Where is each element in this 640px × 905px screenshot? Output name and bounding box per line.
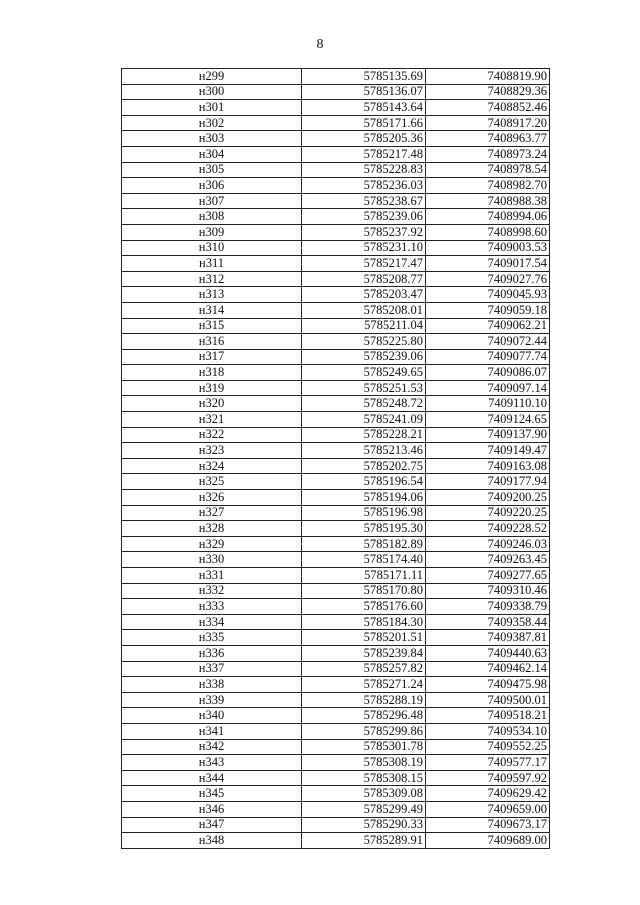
point-name-cell: н326 [122, 490, 302, 506]
point-name-cell: н307 [122, 193, 302, 209]
x-coordinate-cell: 5785308.15 [302, 770, 426, 786]
point-name-cell: н339 [122, 692, 302, 708]
y-coordinate-cell: 7408994.06 [426, 209, 550, 225]
x-coordinate-cell: 5785182.89 [302, 536, 426, 552]
table-row [122, 178, 550, 194]
point-name-cell: н343 [122, 755, 302, 771]
point-name-cell: н347 [122, 817, 302, 833]
y-coordinate-cell: 7409552.25 [426, 739, 550, 755]
point-name-cell: н313 [122, 287, 302, 303]
point-name-cell: н308 [122, 209, 302, 225]
point-name-cell: н333 [122, 599, 302, 615]
x-coordinate-cell: 5785184.30 [302, 614, 426, 630]
point-name-cell: н304 [122, 146, 302, 162]
x-coordinate-cell: 5785271.24 [302, 677, 426, 693]
point-name-cell: н331 [122, 568, 302, 584]
y-coordinate-cell: 7409200.25 [426, 490, 550, 506]
x-coordinate-cell: 5785301.78 [302, 739, 426, 755]
point-name-cell: н306 [122, 178, 302, 194]
table-row [122, 474, 550, 490]
y-coordinate-cell: 7409017.54 [426, 256, 550, 272]
point-name-cell: н303 [122, 131, 302, 147]
x-coordinate-cell: 5785171.11 [302, 568, 426, 584]
x-coordinate-cell: 5785308.19 [302, 755, 426, 771]
x-coordinate-cell: 5785249.65 [302, 365, 426, 381]
y-coordinate-cell: 7408829.36 [426, 84, 550, 100]
table-row [122, 614, 550, 630]
table-row [122, 396, 550, 412]
x-coordinate-cell: 5785288.19 [302, 692, 426, 708]
x-coordinate-cell: 5785225.80 [302, 334, 426, 350]
point-name-cell: н316 [122, 334, 302, 350]
x-coordinate-cell: 5785241.09 [302, 412, 426, 428]
table-row [122, 770, 550, 786]
table-row [122, 287, 550, 303]
table-row [122, 458, 550, 474]
x-coordinate-cell: 5785289.91 [302, 833, 426, 849]
table-row [122, 552, 550, 568]
table-row [122, 645, 550, 661]
table-row [122, 162, 550, 178]
y-coordinate-cell: 7409358.44 [426, 614, 550, 630]
table-row [122, 380, 550, 396]
table-row [122, 69, 550, 85]
y-coordinate-cell: 7409659.00 [426, 801, 550, 817]
table-row [122, 723, 550, 739]
y-coordinate-cell: 7409338.79 [426, 599, 550, 615]
x-coordinate-cell: 5785136.07 [302, 84, 426, 100]
x-coordinate-cell: 5785239.06 [302, 349, 426, 365]
table-row [122, 334, 550, 350]
x-coordinate-cell: 5785228.83 [302, 162, 426, 178]
point-name-cell: н342 [122, 739, 302, 755]
point-name-cell: н312 [122, 271, 302, 287]
x-coordinate-cell: 5785195.30 [302, 521, 426, 537]
table-row [122, 599, 550, 615]
y-coordinate-cell: 7409086.07 [426, 365, 550, 381]
table-row [122, 318, 550, 334]
point-name-cell: н328 [122, 521, 302, 537]
x-coordinate-cell: 5785217.47 [302, 256, 426, 272]
table-row [122, 661, 550, 677]
point-name-cell: н345 [122, 786, 302, 802]
x-coordinate-cell: 5785309.08 [302, 786, 426, 802]
y-coordinate-cell: 7409077.74 [426, 349, 550, 365]
y-coordinate-cell: 7409097.14 [426, 380, 550, 396]
x-coordinate-cell: 5785257.82 [302, 661, 426, 677]
table-row [122, 833, 550, 849]
x-coordinate-cell: 5785239.06 [302, 209, 426, 225]
table-row [122, 490, 550, 506]
table-row [122, 755, 550, 771]
y-coordinate-cell: 7409027.76 [426, 271, 550, 287]
y-coordinate-cell: 7409534.10 [426, 723, 550, 739]
y-coordinate-cell: 7409500.01 [426, 692, 550, 708]
table-row [122, 302, 550, 318]
table-row [122, 786, 550, 802]
y-coordinate-cell: 7409629.42 [426, 786, 550, 802]
y-coordinate-cell: 7409177.94 [426, 474, 550, 490]
x-coordinate-cell: 5785237.92 [302, 224, 426, 240]
x-coordinate-cell: 5785143.64 [302, 100, 426, 116]
y-coordinate-cell: 7408988.38 [426, 193, 550, 209]
x-coordinate-cell: 5785208.01 [302, 302, 426, 318]
y-coordinate-cell: 7409518.21 [426, 708, 550, 724]
table-row [122, 240, 550, 256]
y-coordinate-cell: 7409062.21 [426, 318, 550, 334]
table-row [122, 505, 550, 521]
x-coordinate-cell: 5785194.06 [302, 490, 426, 506]
y-coordinate-cell: 7409277.65 [426, 568, 550, 584]
table-row [122, 115, 550, 131]
x-coordinate-cell: 5785296.48 [302, 708, 426, 724]
table-row [122, 349, 550, 365]
y-coordinate-cell: 7409110.10 [426, 396, 550, 412]
x-coordinate-cell: 5785171.66 [302, 115, 426, 131]
point-name-cell: н344 [122, 770, 302, 786]
table-row [122, 708, 550, 724]
table-row [122, 521, 550, 537]
x-coordinate-cell: 5785251.53 [302, 380, 426, 396]
point-name-cell: н332 [122, 583, 302, 599]
point-name-cell: н341 [122, 723, 302, 739]
point-name-cell: н348 [122, 833, 302, 849]
y-coordinate-cell: 7409228.52 [426, 521, 550, 537]
y-coordinate-cell: 7409072.44 [426, 334, 550, 350]
point-name-cell: н321 [122, 412, 302, 428]
point-name-cell: н299 [122, 69, 302, 85]
table-row [122, 146, 550, 162]
table-row [122, 256, 550, 272]
point-name-cell: н325 [122, 474, 302, 490]
x-coordinate-cell: 5785238.67 [302, 193, 426, 209]
coordinates-table [121, 68, 550, 849]
y-coordinate-cell: 7408982.70 [426, 178, 550, 194]
x-coordinate-cell: 5785196.54 [302, 474, 426, 490]
y-coordinate-cell: 7409597.92 [426, 770, 550, 786]
y-coordinate-cell: 7409577.17 [426, 755, 550, 771]
x-coordinate-cell: 5785176.60 [302, 599, 426, 615]
point-name-cell: н301 [122, 100, 302, 116]
y-coordinate-cell: 7408852.46 [426, 100, 550, 116]
point-name-cell: н324 [122, 458, 302, 474]
y-coordinate-cell: 7409475.98 [426, 677, 550, 693]
y-coordinate-cell: 7409163.08 [426, 458, 550, 474]
y-coordinate-cell: 7409045.93 [426, 287, 550, 303]
x-coordinate-cell: 5785299.49 [302, 801, 426, 817]
x-coordinate-cell: 5785196.98 [302, 505, 426, 521]
x-coordinate-cell: 5785170.80 [302, 583, 426, 599]
x-coordinate-cell: 5785208.77 [302, 271, 426, 287]
point-name-cell: н310 [122, 240, 302, 256]
table-row [122, 739, 550, 755]
point-name-cell: н315 [122, 318, 302, 334]
point-name-cell: н340 [122, 708, 302, 724]
x-coordinate-cell: 5785211.04 [302, 318, 426, 334]
coordinates-table-body [122, 69, 550, 849]
point-name-cell: н300 [122, 84, 302, 100]
y-coordinate-cell: 7409310.46 [426, 583, 550, 599]
table-row [122, 412, 550, 428]
point-name-cell: н311 [122, 256, 302, 272]
x-coordinate-cell: 5785299.86 [302, 723, 426, 739]
y-coordinate-cell: 7409220.25 [426, 505, 550, 521]
table-row [122, 100, 550, 116]
y-coordinate-cell: 7409440.63 [426, 645, 550, 661]
point-name-cell: н320 [122, 396, 302, 412]
y-coordinate-cell: 7408819.90 [426, 69, 550, 85]
y-coordinate-cell: 7409003.53 [426, 240, 550, 256]
x-coordinate-cell: 5785203.47 [302, 287, 426, 303]
x-coordinate-cell: 5785236.03 [302, 178, 426, 194]
y-coordinate-cell: 7409263.45 [426, 552, 550, 568]
y-coordinate-cell: 7409137.90 [426, 427, 550, 443]
point-name-cell: н329 [122, 536, 302, 552]
table-row [122, 801, 550, 817]
x-coordinate-cell: 5785202.75 [302, 458, 426, 474]
point-name-cell: н338 [122, 677, 302, 693]
table-row [122, 443, 550, 459]
x-coordinate-cell: 5785248.72 [302, 396, 426, 412]
x-coordinate-cell: 5785213.46 [302, 443, 426, 459]
point-name-cell: н319 [122, 380, 302, 396]
point-name-cell: н317 [122, 349, 302, 365]
point-name-cell: н322 [122, 427, 302, 443]
y-coordinate-cell: 7408963.77 [426, 131, 550, 147]
table-row [122, 193, 550, 209]
table-row [122, 583, 550, 599]
point-name-cell: н327 [122, 505, 302, 521]
y-coordinate-cell: 7408973.24 [426, 146, 550, 162]
table-row [122, 224, 550, 240]
point-name-cell: н318 [122, 365, 302, 381]
table-row [122, 630, 550, 646]
x-coordinate-cell: 5785228.21 [302, 427, 426, 443]
x-coordinate-cell: 5785290.33 [302, 817, 426, 833]
table-row [122, 131, 550, 147]
point-name-cell: н323 [122, 443, 302, 459]
y-coordinate-cell: 7409689.00 [426, 833, 550, 849]
table-row [122, 427, 550, 443]
y-coordinate-cell: 7409387.81 [426, 630, 550, 646]
y-coordinate-cell: 7409149.47 [426, 443, 550, 459]
x-coordinate-cell: 5785201.51 [302, 630, 426, 646]
y-coordinate-cell: 7408978.54 [426, 162, 550, 178]
point-name-cell: н305 [122, 162, 302, 178]
table-row [122, 568, 550, 584]
y-coordinate-cell: 7409124.65 [426, 412, 550, 428]
point-name-cell: н335 [122, 630, 302, 646]
table-row [122, 817, 550, 833]
point-name-cell: н314 [122, 302, 302, 318]
x-coordinate-cell: 5785135.69 [302, 69, 426, 85]
y-coordinate-cell: 7409462.14 [426, 661, 550, 677]
point-name-cell: н309 [122, 224, 302, 240]
x-coordinate-cell: 5785239.84 [302, 645, 426, 661]
table-row [122, 536, 550, 552]
x-coordinate-cell: 5785174.40 [302, 552, 426, 568]
y-coordinate-cell: 7409059.18 [426, 302, 550, 318]
point-name-cell: н334 [122, 614, 302, 630]
table-row [122, 209, 550, 225]
point-name-cell: н337 [122, 661, 302, 677]
table-row [122, 84, 550, 100]
table-row [122, 677, 550, 693]
y-coordinate-cell: 7409246.03 [426, 536, 550, 552]
table-row [122, 692, 550, 708]
point-name-cell: н330 [122, 552, 302, 568]
point-name-cell: н302 [122, 115, 302, 131]
page-number: 8 [316, 37, 324, 52]
point-name-cell: н336 [122, 645, 302, 661]
x-coordinate-cell: 5785217.48 [302, 146, 426, 162]
table-row [122, 365, 550, 381]
y-coordinate-cell: 7408917.20 [426, 115, 550, 131]
table-row [122, 271, 550, 287]
y-coordinate-cell: 7408998.60 [426, 224, 550, 240]
y-coordinate-cell: 7409673.17 [426, 817, 550, 833]
x-coordinate-cell: 5785231.10 [302, 240, 426, 256]
point-name-cell: н346 [122, 801, 302, 817]
x-coordinate-cell: 5785205.36 [302, 131, 426, 147]
